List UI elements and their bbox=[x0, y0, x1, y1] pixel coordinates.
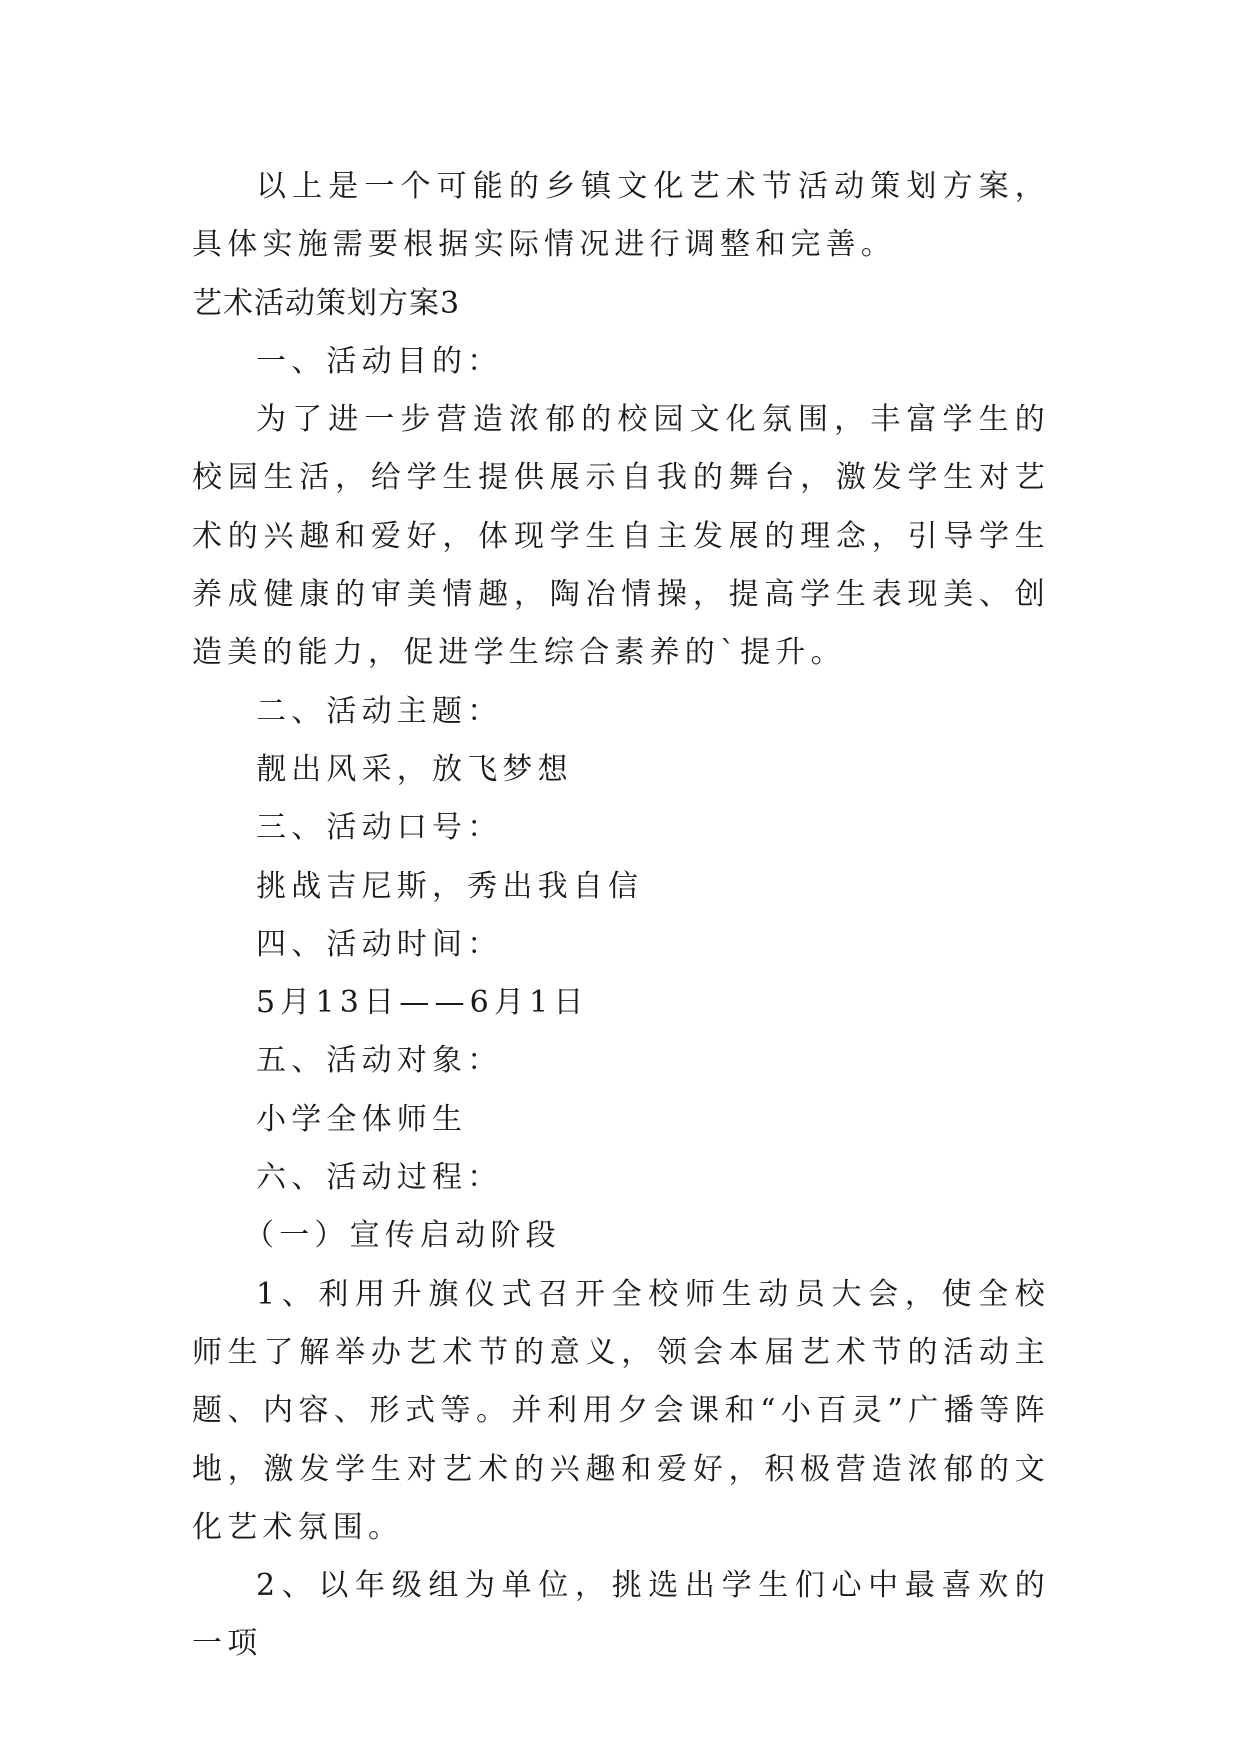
participants-text: 小学全体师生 bbox=[256, 1101, 468, 1137]
heading-slogan: 三、活动口号： bbox=[256, 810, 503, 846]
slogan-text: 挑战吉尼斯，秀出我自信 bbox=[256, 868, 644, 904]
step-1-paragraph: 1、利用升旗仪式召开全校师生动员大会，使全校师生了解举办艺术节的意义，领会本届艺术节的活动主题、内容、形式等。并利用夕会课和“小百灵”广播等阵地，激发学生对艺术的兴趣和爱好，积极营造浓郁的文化艺术氛围。 bbox=[192, 1276, 1050, 1545]
time-text: 5月13日——6月1日 bbox=[256, 985, 589, 1021]
subheading-launch: （一）宣传启动阶段 bbox=[244, 1218, 561, 1254]
closing-paragraph: 以上是一个可能的乡镇文化艺术节活动策划方案，具体实施需要根据实际情况进行调整和完善。 bbox=[192, 169, 1050, 263]
heading-process: 六、活动过程： bbox=[256, 1160, 503, 1196]
heading-time: 四、活动时间： bbox=[256, 926, 503, 962]
step-2-paragraph: 2、以年级组为单位，挑选出学生们心中最喜欢的一项 bbox=[192, 1568, 1050, 1662]
heading-purpose: 一、活动目的： bbox=[256, 343, 503, 379]
heading-participants: 五、活动对象： bbox=[256, 1043, 503, 1079]
section-title: 艺术活动策划方案3 bbox=[192, 285, 461, 321]
purpose-paragraph: 为了进一步营造浓郁的校园文化氛围，丰富学生的校园生活，给学生提供展示自我的舞台，激发学生对艺术的兴趣和爱好，体现学生自主发展的理念，引导学生养成健康的审美情趣，陶冶情操，提高学生表现美、创造美的能力，促进学生综合素养的`提升。 bbox=[192, 402, 1050, 671]
heading-theme: 二、活动主题： bbox=[256, 693, 503, 729]
theme-text: 靓出风采，放飞梦想 bbox=[256, 751, 573, 787]
document-body bbox=[192, 158, 1050, 1674]
